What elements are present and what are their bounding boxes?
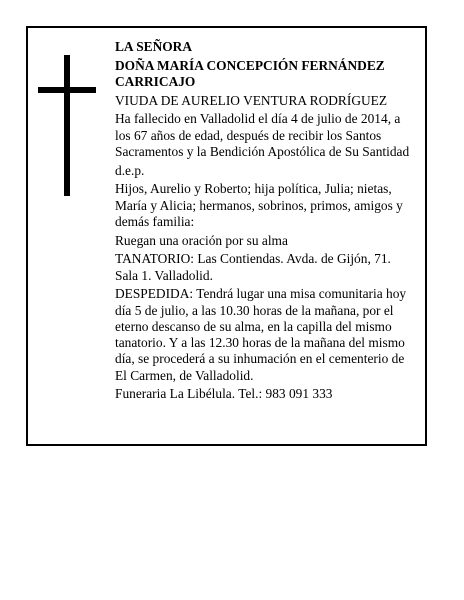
cross-vertical-bar: [64, 55, 70, 196]
cross-icon: [38, 55, 96, 196]
notice-heading: LA SEÑORA: [115, 39, 193, 54]
deceased-name: DOÑA MARÍA CONCEPCIÓN FERNÁNDEZ CARRICAJO: [115, 57, 385, 89]
widow-line: VIUDA DE AURELIO VENTURA RODRÍGUEZ: [115, 92, 388, 108]
cross-horizontal-bar: [38, 87, 96, 93]
despedida-line: DESPEDIDA: Tendrá lugar una misa comunitaria hoy día 5 de julio, a las 10.30 horas de la mañana, por el eterno descanso de su alma, en la capilla del mismo tanatorio. Y a las 12.30 horas de la mañana del mismo día, se procederá a su inhumación en el cementerio de El Carmen, de Valladolid.: [115, 286, 407, 383]
family-line: Hijos, Aurelio y Roberto; hija política, Julia; nietas, María y Alicia; hermanos, sobrinos, primos, amigos y demás familia:: [115, 181, 403, 229]
dep-line: d.e.p.: [115, 162, 145, 178]
prayer-line: Ruegan una oración por su alma: [115, 232, 288, 248]
tanatorio-line: TANATORIO: Las Contiendas. Avda. de Gijón, 71. Sala 1. Valladolid.: [115, 251, 391, 283]
funeraria-line: Funeraria La Libélula. Tel.: 983 091 333: [115, 386, 333, 402]
death-notice: Ha fallecido en Valladolid el día 4 de julio de 2014, a los 67 años de edad, después de recibir los Santos Sacramentos y la Bendición Apostólica de Su Santidad: [115, 111, 410, 159]
obituary-text: [115, 39, 415, 405]
